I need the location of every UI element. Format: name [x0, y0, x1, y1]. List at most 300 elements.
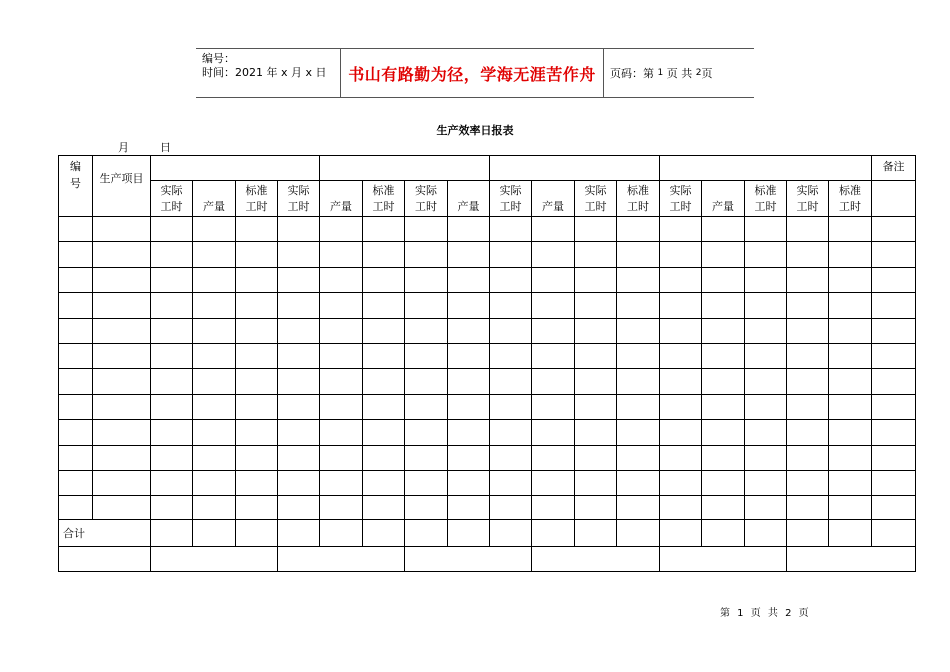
table-cell[interactable]: [363, 496, 405, 520]
table-cell[interactable]: [278, 496, 320, 520]
table-cell[interactable]: [448, 496, 490, 520]
table-cell[interactable]: [575, 520, 617, 547]
table-cell[interactable]: [617, 420, 660, 445]
table-row: [59, 293, 916, 318]
table-cell[interactable]: [617, 496, 660, 520]
table-cell[interactable]: [151, 520, 193, 547]
table-cell[interactable]: [872, 420, 916, 445]
table-cell[interactable]: [278, 420, 320, 445]
table-cell[interactable]: [532, 394, 575, 419]
table-cell[interactable]: [617, 445, 660, 470]
table-cell[interactable]: [320, 445, 363, 470]
table-cell[interactable]: [490, 293, 532, 318]
table-cell[interactable]: [448, 217, 490, 242]
table-cell[interactable]: [320, 318, 363, 343]
table-cell[interactable]: [405, 445, 448, 470]
table-cell[interactable]: [363, 293, 405, 318]
table-cell[interactable]: [829, 394, 872, 419]
table-cell[interactable]: [59, 547, 151, 572]
table-cell[interactable]: [660, 293, 702, 318]
sub-header-line-2: 产量: [712, 200, 734, 213]
table-cell[interactable]: [787, 394, 829, 419]
table-cell[interactable]: [93, 217, 151, 242]
table-cell[interactable]: [660, 318, 702, 343]
table-cell[interactable]: [93, 293, 151, 318]
sub-header-cell: [575, 181, 617, 217]
sub-header-line-2: 工时: [499, 200, 522, 213]
table-cell[interactable]: [787, 470, 829, 495]
table-cell[interactable]: [787, 520, 829, 547]
table-cell[interactable]: [363, 343, 405, 368]
table-cell[interactable]: [490, 445, 532, 470]
table-cell[interactable]: [405, 267, 448, 292]
table-cell[interactable]: [617, 343, 660, 368]
table-cell[interactable]: [829, 420, 872, 445]
table-cell[interactable]: [872, 242, 916, 267]
table-cell[interactable]: [702, 445, 745, 470]
table-cell[interactable]: [745, 318, 787, 343]
table-cell[interactable]: [193, 470, 236, 495]
table-cell[interactable]: [320, 420, 363, 445]
total-row: [59, 520, 916, 547]
sub-header-line-2: 工时: [627, 200, 649, 213]
table-cell[interactable]: [532, 547, 660, 572]
sub-header-line-2: 产量: [457, 200, 480, 213]
table-cell[interactable]: [532, 242, 575, 267]
table-cell[interactable]: [660, 343, 702, 368]
table-cell[interactable]: [405, 520, 448, 547]
table-cell[interactable]: [660, 470, 702, 495]
table-cell[interactable]: [702, 242, 745, 267]
table-cell[interactable]: [278, 470, 320, 495]
table-cell[interactable]: [320, 520, 363, 547]
table-cell[interactable]: [59, 267, 93, 292]
table-cell[interactable]: [236, 394, 278, 419]
table-cell[interactable]: [575, 293, 617, 318]
table-cell[interactable]: [363, 267, 405, 292]
table-cell[interactable]: [829, 496, 872, 520]
table-cell[interactable]: [575, 394, 617, 419]
table-cell[interactable]: [448, 318, 490, 343]
table-cell[interactable]: [193, 217, 236, 242]
table-cell[interactable]: [363, 217, 405, 242]
table-cell[interactable]: [787, 343, 829, 368]
table-cell[interactable]: [236, 445, 278, 470]
table-cell[interactable]: [278, 547, 405, 572]
table-cell[interactable]: [532, 217, 575, 242]
table-cell[interactable]: [193, 369, 236, 394]
table-cell[interactable]: [872, 520, 916, 547]
table-row: [59, 369, 916, 394]
table-cell[interactable]: [405, 394, 448, 419]
table-cell[interactable]: [575, 420, 617, 445]
table-cell[interactable]: [448, 343, 490, 368]
table-cell[interactable]: [405, 318, 448, 343]
table-cell[interactable]: [236, 520, 278, 547]
sub-header-line-1: [320, 182, 362, 198]
table-cell[interactable]: [59, 343, 93, 368]
table-cell[interactable]: [151, 242, 193, 267]
table-cell[interactable]: [617, 217, 660, 242]
table-cell[interactable]: [829, 242, 872, 267]
table-cell[interactable]: [617, 470, 660, 495]
table-cell[interactable]: [702, 318, 745, 343]
table-cell[interactable]: [532, 318, 575, 343]
table-cell[interactable]: [320, 470, 363, 495]
sub-header-line-2: 工时: [584, 200, 607, 213]
page-footer: 第 1 页 共 2 页: [720, 608, 809, 619]
table-cell[interactable]: [278, 445, 320, 470]
table-cell[interactable]: [702, 496, 745, 520]
table-cell[interactable]: [93, 420, 151, 445]
table-cell[interactable]: [490, 420, 532, 445]
table-row: [59, 470, 916, 495]
table-cell[interactable]: [448, 394, 490, 419]
table-cell[interactable]: [872, 394, 916, 419]
sub-header-line-1: 实际: [287, 184, 310, 197]
table-cell[interactable]: [490, 267, 532, 292]
table-cell[interactable]: [787, 267, 829, 292]
table-cell[interactable]: [59, 293, 93, 318]
table-cell[interactable]: [745, 520, 787, 547]
table-cell[interactable]: [745, 217, 787, 242]
table-cell[interactable]: [872, 267, 916, 292]
table-cell[interactable]: [363, 242, 405, 267]
table-cell[interactable]: [448, 470, 490, 495]
table-cell[interactable]: [829, 293, 872, 318]
table-cell[interactable]: [278, 217, 320, 242]
table-cell[interactable]: [448, 445, 490, 470]
table-cell[interactable]: [405, 369, 448, 394]
table-cell[interactable]: [829, 470, 872, 495]
table-cell[interactable]: [236, 318, 278, 343]
col-item-header: 生产项目: [93, 156, 151, 217]
table-cell[interactable]: [787, 242, 829, 267]
table-cell[interactable]: [193, 394, 236, 419]
table-cell[interactable]: [532, 520, 575, 547]
table-cell[interactable]: [829, 520, 872, 547]
table-cell[interactable]: [702, 420, 745, 445]
table-cell[interactable]: [787, 420, 829, 445]
table-cell[interactable]: [278, 369, 320, 394]
table-cell[interactable]: [660, 267, 702, 292]
col-number-header: 编 号: [59, 156, 93, 217]
table-cell[interactable]: [363, 470, 405, 495]
table-cell[interactable]: [320, 293, 363, 318]
table-cell[interactable]: [151, 318, 193, 343]
sub-header-line-1: 标准: [372, 184, 395, 197]
table-cell[interactable]: [405, 496, 448, 520]
table-cell[interactable]: [490, 343, 532, 368]
table-cell[interactable]: [745, 496, 787, 520]
table-cell[interactable]: [278, 394, 320, 419]
table-cell[interactable]: [532, 470, 575, 495]
table-cell[interactable]: [702, 267, 745, 292]
table-cell[interactable]: [278, 242, 320, 267]
table-cell[interactable]: [193, 293, 236, 318]
table-cell[interactable]: [829, 318, 872, 343]
table-cell[interactable]: [575, 470, 617, 495]
table-cell[interactable]: [829, 217, 872, 242]
table-cell[interactable]: [59, 394, 93, 419]
table-cell[interactable]: [745, 470, 787, 495]
table-cell[interactable]: [193, 343, 236, 368]
table-cell[interactable]: [617, 293, 660, 318]
table-cell[interactable]: [872, 496, 916, 520]
table-cell[interactable]: [787, 496, 829, 520]
table-cell[interactable]: [490, 369, 532, 394]
table-cell[interactable]: [745, 242, 787, 267]
table-cell[interactable]: [617, 242, 660, 267]
table-cell[interactable]: [745, 267, 787, 292]
table-cell[interactable]: [236, 293, 278, 318]
table-cell[interactable]: [532, 445, 575, 470]
table-cell[interactable]: [151, 496, 193, 520]
table-cell[interactable]: [405, 470, 448, 495]
sub-header-cell: [320, 181, 363, 217]
table-cell[interactable]: [278, 293, 320, 318]
table-cell[interactable]: [93, 394, 151, 419]
table-cell[interactable]: [193, 496, 236, 520]
sub-header-line-1: [702, 182, 744, 198]
table-cell[interactable]: [490, 394, 532, 419]
table-cell[interactable]: [193, 267, 236, 292]
table-cell[interactable]: [829, 267, 872, 292]
table-cell[interactable]: [278, 267, 320, 292]
table-cell[interactable]: [490, 520, 532, 547]
table-cell[interactable]: [278, 520, 320, 547]
table-cell[interactable]: [151, 217, 193, 242]
table-cell[interactable]: [829, 369, 872, 394]
table-cell[interactable]: [93, 318, 151, 343]
table-cell[interactable]: [363, 369, 405, 394]
table-cell[interactable]: [660, 242, 702, 267]
table-cell[interactable]: [193, 445, 236, 470]
sub-header-line-1: 实际: [499, 184, 522, 197]
table-cell[interactable]: [575, 217, 617, 242]
sub-header-cell: [490, 181, 532, 217]
table-cell[interactable]: [617, 318, 660, 343]
table-cell[interactable]: [745, 293, 787, 318]
table-cell[interactable]: [448, 520, 490, 547]
table-cell[interactable]: [829, 343, 872, 368]
table-cell[interactable]: [236, 496, 278, 520]
table-cell[interactable]: [872, 369, 916, 394]
table-cell[interactable]: [93, 343, 151, 368]
table-cell[interactable]: [151, 369, 193, 394]
table-cell[interactable]: [532, 343, 575, 368]
table-cell[interactable]: [660, 394, 702, 419]
table-cell[interactable]: [787, 217, 829, 242]
table-cell[interactable]: [93, 242, 151, 267]
header-row-2: [59, 181, 916, 217]
table-cell[interactable]: [702, 343, 745, 368]
table-cell[interactable]: [872, 318, 916, 343]
table-cell[interactable]: [363, 420, 405, 445]
table-cell[interactable]: [660, 520, 702, 547]
table-cell[interactable]: [787, 445, 829, 470]
table-cell[interactable]: [151, 343, 193, 368]
table-cell[interactable]: [532, 369, 575, 394]
table-cell[interactable]: [320, 217, 363, 242]
table-cell[interactable]: [872, 343, 916, 368]
table-cell[interactable]: [745, 343, 787, 368]
sub-header-line-2: 工时: [669, 200, 692, 213]
table-cell[interactable]: [320, 394, 363, 419]
table-cell[interactable]: [151, 445, 193, 470]
table-cell[interactable]: [575, 343, 617, 368]
table-cell[interactable]: [448, 267, 490, 292]
table-cell[interactable]: [660, 369, 702, 394]
table-cell[interactable]: [532, 293, 575, 318]
table-cell[interactable]: [490, 318, 532, 343]
table-cell[interactable]: [405, 343, 448, 368]
table-cell[interactable]: [93, 470, 151, 495]
table-cell[interactable]: [236, 267, 278, 292]
table-cell[interactable]: [575, 242, 617, 267]
table-cell[interactable]: [617, 267, 660, 292]
table-cell[interactable]: [151, 470, 193, 495]
table-cell[interactable]: [405, 217, 448, 242]
table-cell[interactable]: [575, 318, 617, 343]
table-cell[interactable]: [320, 343, 363, 368]
sub-header-cell: [363, 181, 405, 217]
table-cell[interactable]: [490, 242, 532, 267]
table-cell[interactable]: [320, 496, 363, 520]
table-cell[interactable]: [363, 394, 405, 419]
table-cell[interactable]: [448, 293, 490, 318]
table-cell[interactable]: [93, 496, 151, 520]
table-cell[interactable]: [660, 217, 702, 242]
table-cell[interactable]: [617, 394, 660, 419]
table-cell[interactable]: [745, 394, 787, 419]
table-cell[interactable]: [59, 420, 93, 445]
table-cell[interactable]: [405, 242, 448, 267]
table-cell[interactable]: [363, 520, 405, 547]
sub-header-line-2: 产量: [203, 200, 225, 213]
table-cell[interactable]: [872, 470, 916, 495]
group-header-cell: [320, 156, 490, 181]
header-meta: [196, 49, 341, 97]
table-cell[interactable]: [490, 496, 532, 520]
table-cell[interactable]: [59, 445, 93, 470]
table-cell[interactable]: [787, 293, 829, 318]
table-cell[interactable]: [532, 267, 575, 292]
table-cell[interactable]: [787, 318, 829, 343]
sub-header-cell: [405, 181, 448, 217]
table-cell[interactable]: [193, 318, 236, 343]
table-cell[interactable]: [575, 369, 617, 394]
table-cell[interactable]: [490, 217, 532, 242]
sub-header-line-1: 实际: [160, 184, 183, 197]
table-cell[interactable]: [151, 267, 193, 292]
table-cell[interactable]: [236, 420, 278, 445]
table-cell[interactable]: [575, 267, 617, 292]
table-cell[interactable]: [872, 445, 916, 470]
table-cell[interactable]: [193, 420, 236, 445]
sub-header-line-1: 实际: [584, 184, 607, 197]
table-cell[interactable]: [448, 420, 490, 445]
table-cell[interactable]: [236, 470, 278, 495]
table-cell[interactable]: [236, 343, 278, 368]
table-cell[interactable]: [363, 445, 405, 470]
table-cell[interactable]: [278, 343, 320, 368]
table-cell[interactable]: [151, 394, 193, 419]
table-cell[interactable]: [151, 420, 193, 445]
table-cell[interactable]: [193, 242, 236, 267]
table-cell[interactable]: [448, 242, 490, 267]
table-cell[interactable]: [320, 369, 363, 394]
table-cell[interactable]: [617, 520, 660, 547]
table-cell[interactable]: [745, 420, 787, 445]
table-cell[interactable]: [702, 217, 745, 242]
table-cell[interactable]: [320, 267, 363, 292]
table-cell[interactable]: [151, 293, 193, 318]
table-cell[interactable]: [320, 242, 363, 267]
table-cell[interactable]: [363, 318, 405, 343]
table-cell[interactable]: [575, 496, 617, 520]
table-cell[interactable]: [490, 470, 532, 495]
table-cell[interactable]: [575, 445, 617, 470]
table-cell[interactable]: [660, 420, 702, 445]
table-cell[interactable]: [702, 293, 745, 318]
table-cell[interactable]: [151, 547, 278, 572]
table-cell[interactable]: [59, 496, 93, 520]
table-cell[interactable]: [660, 496, 702, 520]
table-cell[interactable]: [532, 496, 575, 520]
table-cell[interactable]: [702, 394, 745, 419]
table-cell[interactable]: [93, 445, 151, 470]
table-cell[interactable]: [59, 217, 93, 242]
sub-header-line-1: 标准: [245, 184, 268, 197]
table-cell[interactable]: [660, 547, 787, 572]
table-cell[interactable]: [59, 470, 93, 495]
table-cell[interactable]: [660, 445, 702, 470]
table-cell[interactable]: [745, 445, 787, 470]
table-cell[interactable]: [405, 420, 448, 445]
table-cell[interactable]: [405, 293, 448, 318]
efficiency-table: [58, 155, 916, 572]
table-cell[interactable]: [702, 520, 745, 547]
table-cell[interactable]: [405, 547, 532, 572]
table-cell[interactable]: [617, 369, 660, 394]
table-cell[interactable]: [278, 318, 320, 343]
sub-header-line-1: [193, 182, 235, 198]
table-cell[interactable]: [787, 369, 829, 394]
table-cell[interactable]: [236, 217, 278, 242]
table-cell[interactable]: [236, 369, 278, 394]
table-cell[interactable]: [59, 242, 93, 267]
sub-header-cell: [617, 181, 660, 217]
table-cell[interactable]: [872, 217, 916, 242]
table-cell[interactable]: [59, 369, 93, 394]
page-indicator: 页码：第 1 页 共 2 页: [610, 67, 713, 80]
table-cell[interactable]: [59, 318, 93, 343]
table-cell[interactable]: [193, 520, 236, 547]
table-cell[interactable]: [448, 369, 490, 394]
table-cell[interactable]: [93, 369, 151, 394]
table-cell[interactable]: [745, 369, 787, 394]
table-cell[interactable]: [702, 470, 745, 495]
table-cell[interactable]: [236, 242, 278, 267]
table-cell[interactable]: [702, 369, 745, 394]
sub-header-line-1: 实际: [796, 184, 819, 197]
table-cell[interactable]: [532, 420, 575, 445]
table-cell[interactable]: [787, 547, 916, 572]
table-cell[interactable]: [829, 445, 872, 470]
table-cell[interactable]: [93, 267, 151, 292]
table-cell[interactable]: [872, 293, 916, 318]
